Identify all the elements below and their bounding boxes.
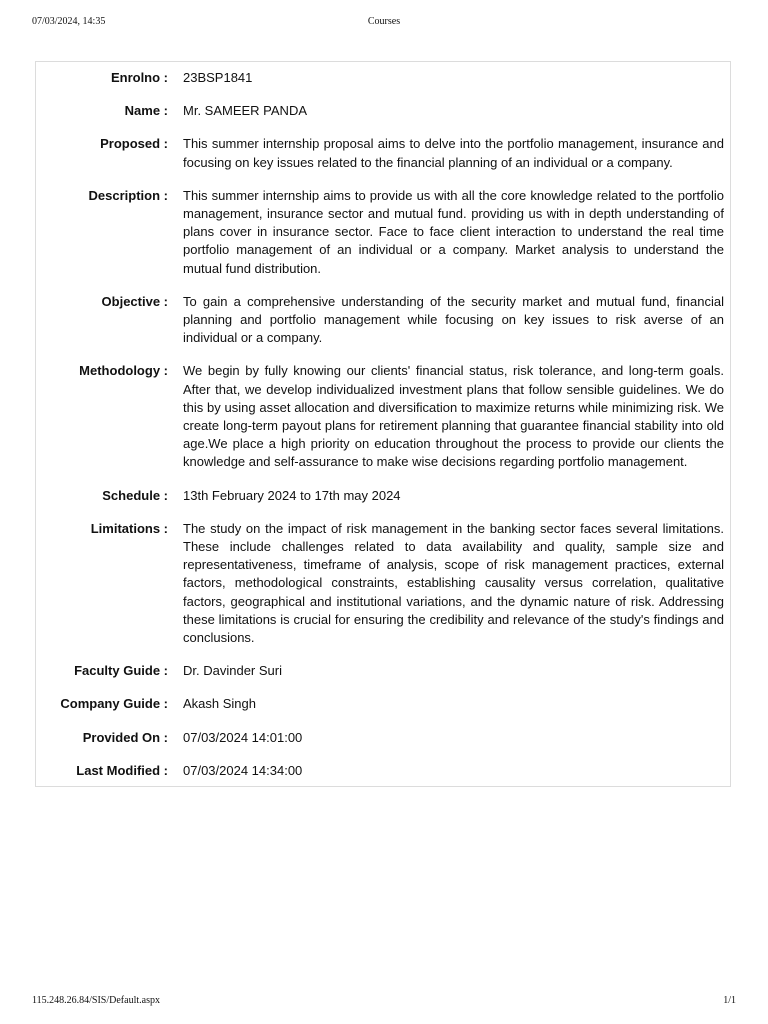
field-label: Faculty Guide : xyxy=(74,663,168,679)
field-company-guide xyxy=(36,695,730,713)
field-label: Last Modified : xyxy=(76,762,168,778)
field-value: 23BSP1841 xyxy=(183,70,253,85)
course-details-card xyxy=(35,61,731,787)
field-label: Schedule : xyxy=(102,487,168,503)
field-label: Description : xyxy=(88,187,168,203)
field-value: 13th February 2024 to 17th may 2024 xyxy=(183,487,401,503)
field-value: This summer internship proposal aims to delve into the portfolio management, insurance and focusing on key issues related to the financial planning of an individual or a company. xyxy=(183,136,724,170)
print-page-number: 1/1 xyxy=(723,995,736,1006)
field-value: Mr. SAMEER PANDA xyxy=(183,103,308,119)
field-label: Company Guide : xyxy=(60,696,168,712)
field-schedule xyxy=(36,487,730,505)
field-label: Proposed : xyxy=(100,136,168,152)
field-value: This summer internship aims to provide us with all the core knowledge related to the portfolio management, insurance sector and mutual fund. providing us with in depth understanding of plans cover in insurance sector. Face to face client interaction to understand the real time portfolio management of an individual or a company. Market analysis to understand the mutual fund distribution. xyxy=(183,187,724,276)
field-name xyxy=(36,102,730,120)
field-label: Provided On : xyxy=(82,729,168,745)
field-value: 07/03/2024 14:01:00 xyxy=(183,729,303,745)
field-proposed xyxy=(36,135,730,171)
field-label: Limitations : xyxy=(90,520,168,536)
field-label: Objective : xyxy=(101,293,168,309)
field-description xyxy=(36,187,730,278)
print-footer xyxy=(32,995,736,1009)
field-value: To gain a comprehensive understanding of the security market and mutual fund, financial planning and portfolio management while focusing on key issues to risk averse of an individual or a company. xyxy=(183,293,724,346)
field-enrolno xyxy=(36,69,730,87)
field-value: We begin by fully knowing our clients' financial status, risk tolerance, and long-term goals. After that, we develop individualized investment plans that follow sensible guidelines. We do this by using asset allocation and diversification to maximize returns while minimizing risk. We create long-term payout plans for retirement planning that guarantee financial stability into old age.We place a high priority on education throughout the process to provide our clients the knowledge and self-assurance to make wise decisions regarding portfolio management. xyxy=(183,363,724,470)
print-url: 115.248.26.84/SIS/Default.aspx xyxy=(32,995,160,1006)
field-value: Akash Singh xyxy=(183,696,256,712)
field-label: Name : xyxy=(124,103,168,119)
print-page-title: Courses xyxy=(367,16,401,27)
field-provided-on xyxy=(36,729,730,747)
field-value: Dr. Davinder Suri xyxy=(183,663,282,679)
field-faculty-guide xyxy=(36,662,730,680)
field-last-modified xyxy=(36,762,730,780)
field-value: The study on the impact of risk management in the banking sector faces several limitations. These include challenges related to data availability and quality, sample size and representativeness, timeframe of analysis, scope of risk management practices, external factors, methodological constraints, establishing causality versus correlation, qualitative factors, geographical and institutional variations, and the dynamic nature of risk. Addressing these limitations is crucial for ensuring the credibility and relevance of the study's findings and conclusions. xyxy=(183,520,724,646)
field-value: 07/03/2024 14:34:00 xyxy=(183,762,303,778)
field-label: Enrolno : xyxy=(110,70,168,85)
field-limitations xyxy=(36,520,730,647)
print-datetime: 07/03/2024, 14:35 xyxy=(32,16,106,27)
field-label: Methodology : xyxy=(79,363,168,379)
print-header xyxy=(32,16,736,30)
field-methodology xyxy=(36,362,730,471)
field-objective xyxy=(36,293,730,348)
